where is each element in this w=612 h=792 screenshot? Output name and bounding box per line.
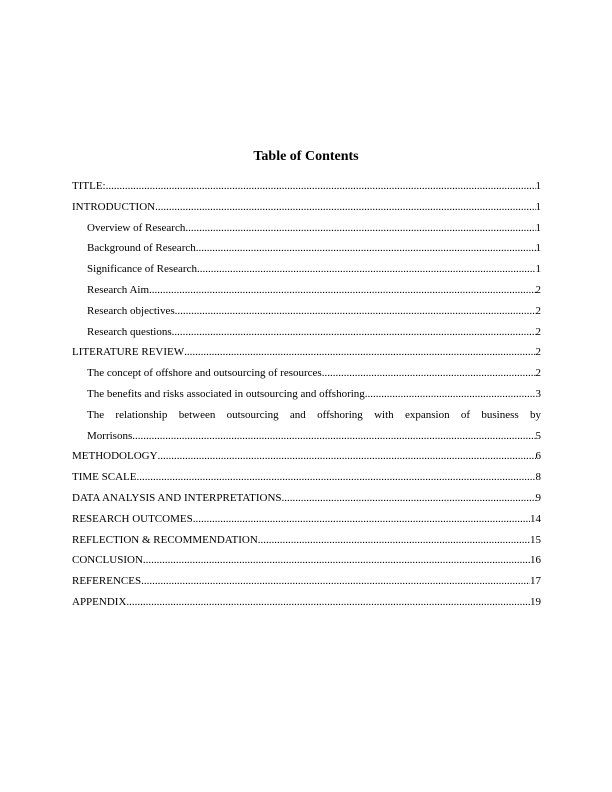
toc-entry-page: 8 (535, 471, 541, 484)
toc-entry-label: TIME SCALE (72, 471, 137, 484)
toc-entry-label: METHODOLOGY (72, 450, 158, 463)
toc-entry-page: 6 (535, 450, 541, 463)
toc-entry-significance-of-research[interactable] (72, 259, 541, 280)
toc-entry-methodology[interactable] (72, 446, 541, 467)
toc-entry-label: REFERENCES (72, 575, 142, 588)
toc-entry-label: CONCLUSION (72, 554, 143, 567)
toc-entry-introduction[interactable] (72, 197, 541, 218)
toc-entry-label: REFLECTION & RECOMMENDATION (72, 533, 258, 546)
toc-leader-dots (132, 426, 535, 447)
toc-entry-reflection-recommendation[interactable] (72, 530, 541, 551)
toc-leader-dots (282, 488, 536, 509)
toc-entry-literature-review[interactable] (72, 342, 541, 363)
toc-entry-label: Research objectives (87, 304, 175, 317)
toc-entry-references[interactable] (72, 571, 541, 592)
toc-leader-dots (155, 197, 535, 218)
toc-entry-page: 9 (535, 491, 541, 504)
toc-entry-research-questions[interactable] (72, 322, 541, 343)
toc-entry-appendix[interactable] (72, 592, 541, 613)
toc-leader-dots (172, 322, 536, 343)
toc-entry-page: 2 (535, 325, 541, 338)
toc-entry-page: 1 (535, 180, 541, 192)
toc-entry-page: 2 (535, 346, 541, 359)
toc-leader-dots (184, 342, 535, 363)
toc-entry-research-objectives[interactable] (72, 301, 541, 322)
toc-entry-page: 1 (535, 200, 541, 213)
toc-entry-page: 14 (530, 512, 541, 525)
toc-leader-dots (365, 384, 536, 405)
toc-leader-dots (193, 509, 530, 530)
toc-leader-dots (143, 550, 530, 571)
toc-entry-conclusion[interactable] (72, 550, 541, 571)
toc-entry-label: APPENDIX (72, 595, 127, 608)
toc-entry-label: Background of Research (87, 242, 196, 255)
toc-leader-dots (175, 301, 536, 322)
toc-entry-page: 3 (535, 387, 541, 400)
toc-entry-label-line1: The relationship between outsourcing and offshoring with expansion of business by (87, 408, 541, 421)
toc-entry-label-line2 (72, 426, 541, 447)
toc-entry-label: TITLE: (72, 180, 106, 192)
toc-entry-relationship-outsourcing-offshoring[interactable] (72, 405, 541, 447)
toc-leader-dots (136, 467, 535, 488)
toc-entry-label: Morrisons (87, 429, 133, 442)
toc-entry-label: The concept of offshore and outsourcing of resources (87, 367, 322, 380)
table-of-contents (72, 176, 541, 613)
toc-entry-label: Research questions (87, 325, 172, 338)
toc-entry-page: 16 (530, 554, 541, 567)
toc-leader-dots (197, 259, 536, 280)
toc-entry-label: The benefits and risks associated in outsourcing and offshoring (87, 387, 365, 400)
toc-entry-label: DATA ANALYSIS AND INTERPRETATIONS (72, 491, 282, 504)
toc-entry-page: 17 (530, 575, 541, 588)
toc-entry-label: Research Aim (87, 283, 150, 296)
toc-entry-data-analysis[interactable] (72, 488, 541, 509)
toc-leader-dots (258, 530, 530, 551)
toc-leader-dots (106, 176, 536, 197)
toc-entry-offshore-outsourcing-concept[interactable] (72, 363, 541, 384)
toc-leader-dots (141, 571, 530, 592)
toc-entry-page: 19 (530, 595, 541, 608)
toc-entry-label: Significance of Research (87, 263, 197, 276)
toc-entry-page: 2 (535, 304, 541, 317)
toc-entry-label: INTRODUCTION (72, 200, 156, 213)
toc-entry-page: 2 (535, 283, 541, 296)
toc-entry-title[interactable] (72, 176, 541, 197)
toc-entry-benefits-and-risks[interactable] (72, 384, 541, 405)
toc-entry-page: 2 (535, 367, 541, 380)
toc-entry-overview-of-research[interactable] (72, 218, 541, 239)
toc-leader-dots (149, 280, 535, 301)
toc-leader-dots (185, 218, 535, 239)
toc-entry-page: 5 (535, 429, 541, 442)
toc-leader-dots (126, 592, 530, 613)
toc-heading: Table of Contents (253, 149, 359, 164)
toc-entry-label: LITERATURE REVIEW (72, 346, 185, 359)
toc-entry-background-of-research[interactable] (72, 238, 541, 259)
toc-entry-research-aim[interactable] (72, 280, 541, 301)
toc-entry-page: 1 (535, 263, 541, 276)
toc-entry-page: 1 (535, 242, 541, 255)
toc-leader-dots (196, 238, 536, 259)
toc-entry-page: 15 (530, 533, 541, 546)
toc-entry-page: 1 (535, 221, 541, 234)
toc-entry-label: RESEARCH OUTCOMES (72, 512, 193, 525)
toc-entry-time-scale[interactable] (72, 467, 541, 488)
toc-leader-dots (322, 363, 536, 384)
toc-leader-dots (158, 446, 536, 467)
toc-entry-research-outcomes[interactable] (72, 509, 541, 530)
toc-entry-label: Overview of Research (87, 221, 186, 234)
